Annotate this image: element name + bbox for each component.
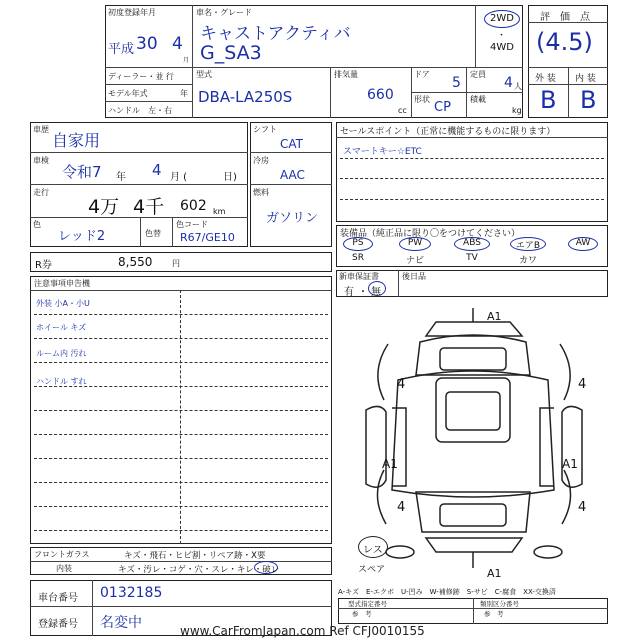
drive-dot: ・	[497, 31, 507, 41]
displacement-label: 排気量	[334, 70, 358, 79]
color-swap-label: 色替	[145, 229, 161, 238]
mark-rear-right-wheel: 4	[578, 500, 587, 515]
memo-label-2: 参 考	[484, 610, 504, 618]
grade-label: 評 価 点	[540, 12, 590, 23]
drive-4wd: 4WD	[490, 42, 514, 53]
color-code-label: 色コード	[176, 220, 208, 229]
watermark: www.CarFromJapan.com Ref CFJ0010155	[180, 624, 425, 638]
shape: CP	[434, 100, 451, 115]
reg-year: 30	[136, 34, 158, 54]
damage-legend: A-キズ E-エクボ U-凹み W-補修跡 S-サビ C-腐食 XX-交換済	[338, 588, 556, 596]
warranty-label: 新車保証書	[339, 272, 379, 281]
ac: AAC	[280, 168, 305, 182]
notes-label: 注意事項申告機	[34, 279, 90, 288]
interior-grade: B	[580, 86, 597, 114]
eq-aw: AW	[575, 238, 591, 248]
inspection-label: 車検	[33, 156, 49, 165]
mark-rear-bumper: A1	[487, 567, 502, 580]
color-code: R67/GE10	[180, 231, 235, 244]
mark-right-side: A1	[562, 457, 578, 471]
doors: 5	[452, 75, 461, 91]
capacity-unit: 人	[514, 82, 522, 91]
shift: CAT	[280, 137, 303, 151]
interior-cond-label: 内装	[56, 564, 72, 573]
shift-label: シフト	[253, 125, 277, 134]
front-glass-text: キズ・飛石・ヒビ割・リペア跡・X要	[124, 551, 266, 561]
exterior-label: 外 装	[535, 74, 556, 84]
ac-label: 冷房	[253, 156, 269, 165]
first-reg-label: 初度登録年月	[108, 8, 156, 17]
car-name: キャストアクティバ	[200, 24, 351, 44]
eq-ps: PS	[352, 238, 364, 248]
door-label: ドア	[414, 70, 430, 79]
sales-points-text: スマートキー☆ETC	[343, 147, 422, 157]
dealer-label: ディーラー・並 行	[108, 72, 174, 81]
recycle-amount: 8,550	[118, 255, 153, 269]
vehicle-no-label: 車台番号	[38, 593, 78, 604]
color: レッド2	[58, 229, 106, 244]
reg-no-label: 登録番号	[38, 619, 78, 630]
note-line-1: 外装 小A・小U	[36, 299, 90, 308]
recycle-label: R券	[35, 260, 52, 271]
reg-month: 4	[172, 34, 183, 54]
recall-label: 後日品	[402, 272, 426, 281]
recycle-box	[30, 252, 332, 272]
spare-mark: レス	[363, 545, 383, 556]
eq-abs: ABS	[463, 238, 481, 248]
car-name-label: 車名・グレード	[196, 8, 252, 17]
mileage-label: 走行	[33, 188, 49, 197]
shape-label: 形状	[414, 95, 430, 104]
warranty-sep: ・	[358, 287, 368, 298]
recycle-unit: 円	[172, 259, 180, 268]
spec-type-label: 型式指定番号	[348, 600, 387, 608]
grade-text: G_SA3	[200, 42, 262, 64]
note-line-4: ハンドル すれ	[36, 377, 87, 386]
model-year-label: モデル年式	[108, 89, 148, 98]
reg-no: 名変中	[100, 615, 142, 631]
grade-score: (4.5)	[536, 28, 593, 56]
inspection-year-unit: 年	[116, 172, 126, 183]
load-label: 積載	[470, 95, 486, 104]
mark-front-right-wheel: 4	[578, 377, 587, 392]
mileage-sen: 4千	[133, 196, 165, 218]
eq-airbag: エアB	[515, 241, 541, 251]
mark-front-bumper: A1	[487, 310, 502, 323]
drive-2wd: 2WD	[490, 13, 514, 24]
vehicle-no: 0132185	[100, 585, 163, 601]
eq-tv: TV	[466, 253, 478, 263]
mark-rear-left-wheel: 4	[397, 500, 406, 515]
kg-unit: kg	[512, 106, 522, 115]
displacement: 660	[367, 87, 394, 103]
exterior-grade: B	[540, 86, 557, 114]
capacity-label: 定員	[470, 70, 486, 79]
note-line-2: ホイール キズ	[36, 323, 87, 332]
inspection-era: 令和7	[62, 163, 102, 181]
model-code: DBA-LA250S	[198, 88, 293, 106]
reg-type: 自家用	[52, 131, 101, 150]
warranty-yes: 有	[344, 287, 354, 298]
warranty-no: 無	[371, 287, 381, 298]
handle-label: ハンドル 左・右	[108, 106, 172, 115]
model-year-unit: 年	[180, 89, 188, 98]
category-label: 類別区分番号	[480, 600, 519, 608]
front-glass-label: フロントガラス	[34, 550, 90, 559]
capacity: 4	[504, 75, 513, 91]
inspection-month: 4	[152, 161, 162, 179]
mileage-rest: 602	[180, 198, 207, 214]
mark-left-side: A1	[382, 457, 398, 471]
inspection-month-unit: 月 (	[170, 172, 188, 183]
fuel: ガソリン	[266, 211, 319, 226]
sales-points-label: セールスポイント（正常に機能するものに限ります）	[340, 127, 556, 137]
interior-label: 内 装	[575, 74, 596, 84]
equipment-label: 装備品（純正品に限り〇をつけてください）	[340, 229, 521, 239]
spare-label: スペア	[358, 565, 386, 575]
eq-navi: ナビ	[405, 256, 424, 266]
month-unit: 月	[183, 57, 190, 64]
km-unit: km	[213, 207, 226, 216]
type-label: 車歴	[33, 125, 49, 134]
cc-unit: cc	[398, 106, 407, 115]
mark-front-left-wheel: 4	[397, 377, 406, 392]
eq-leather: カワ	[518, 256, 537, 266]
eq-pw: PW	[407, 238, 423, 248]
color-label: 色	[33, 220, 41, 229]
mileage-man: 4万	[88, 196, 120, 218]
memo-label-1: 参 考	[352, 610, 372, 618]
era: 平成	[108, 42, 135, 57]
fuel-label: 燃料	[253, 188, 269, 197]
eq-sr: SR	[352, 253, 364, 263]
note-line-3: ルーム内 汚れ	[36, 349, 87, 358]
interior-cond-text: キズ・汚レ・コゲ・穴・スレ・キレ・破レ	[118, 565, 280, 575]
model-code-label: 型式	[196, 70, 212, 79]
inspection-day-unit: 日)	[223, 172, 237, 183]
